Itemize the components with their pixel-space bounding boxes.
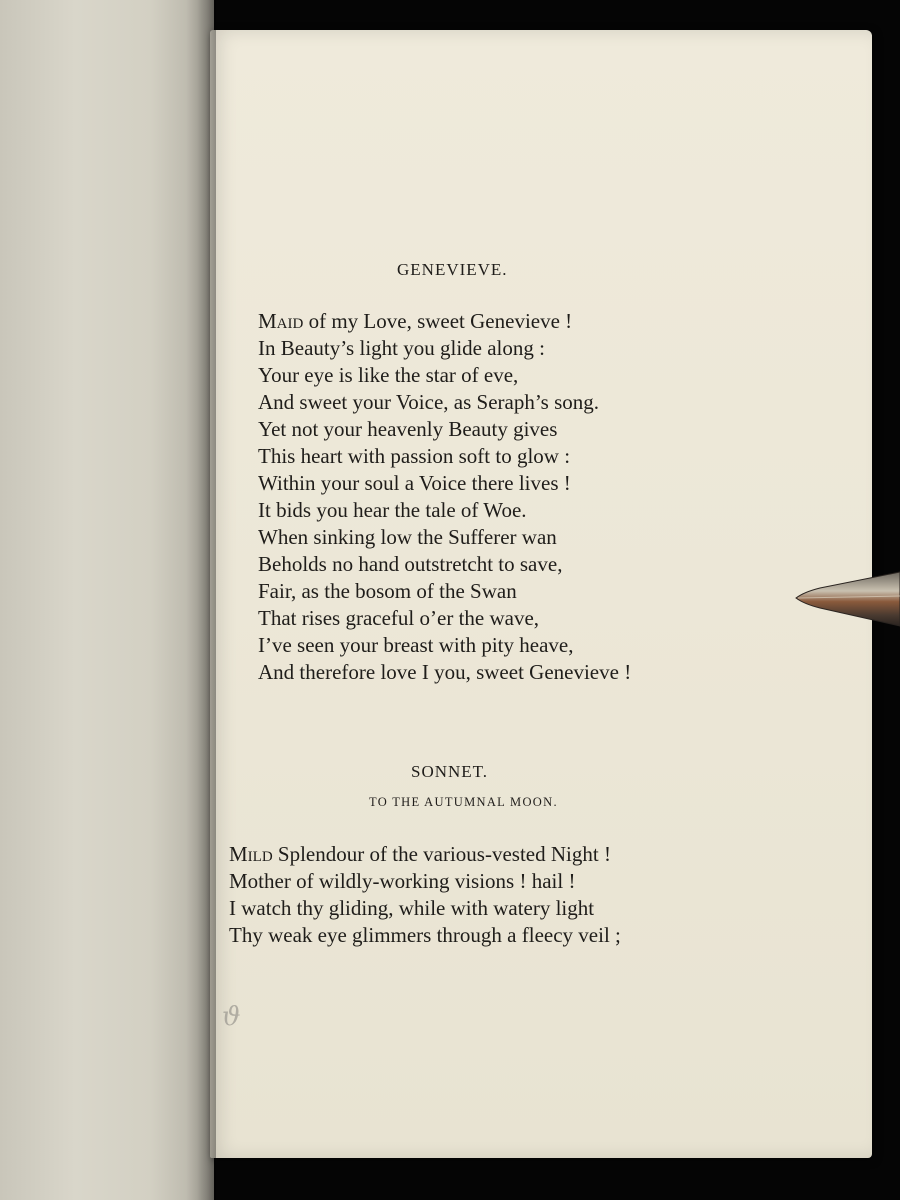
poem-line xyxy=(258,308,631,335)
poem-line: It bids you hear the tale of Woe. xyxy=(258,498,527,522)
sonnet-subtitle: TO THE AUTUMNAL MOON. xyxy=(369,795,558,809)
poem-line: This heart with passion soft to glow : xyxy=(258,444,571,468)
poem-line: And sweet your Voice, as Seraph’s song. xyxy=(258,390,600,414)
drop-word: Maid xyxy=(258,309,304,333)
drop-word: Mild xyxy=(229,842,273,866)
pen-pointer-icon xyxy=(790,566,900,630)
sonnet-poem xyxy=(229,841,621,949)
sonnet-title: SONNET. xyxy=(411,762,489,781)
poem-line: Fair, as the bosom of the Swan xyxy=(258,579,517,603)
first-line-text: of my Love, sweet Genevieve ! xyxy=(303,309,573,333)
poem-line: Beholds no hand outstretcht to save, xyxy=(258,552,563,576)
poem-line: I watch thy gliding, while with watery light xyxy=(229,896,595,920)
poem-line: Within your soul a Voice there lives ! xyxy=(258,471,571,495)
poem-line: Mother of wildly-working visions ! hail ! xyxy=(229,869,576,893)
poem-line: Thy weak eye glimmers through a fleecy veil ; xyxy=(229,923,621,947)
first-line-text: Splendour of the various-vested Night ! xyxy=(272,842,611,866)
poem-line: When sinking low the Sufferer wan xyxy=(258,525,557,549)
poem-line: I’ve seen your breast with pity heave, xyxy=(258,633,574,657)
poem-line: In Beauty’s light you glide along : xyxy=(258,336,545,360)
poem-line: Yet not your heavenly Beauty gives xyxy=(258,417,558,441)
poem-line: That rises graceful o’er the wave, xyxy=(258,606,540,630)
pencil-mark-icon: ϑ xyxy=(222,1002,241,1032)
left-page xyxy=(0,0,214,1200)
poem-line: And therefore love I you, sweet Genevieve ! xyxy=(258,660,632,684)
poem-line xyxy=(229,841,621,868)
gutter-shadow xyxy=(186,0,216,1200)
poem-line: Your eye is like the star of eve, xyxy=(258,363,519,387)
genevieve-title: GENEVIEVE. xyxy=(397,260,508,279)
genevieve-poem xyxy=(258,308,631,686)
